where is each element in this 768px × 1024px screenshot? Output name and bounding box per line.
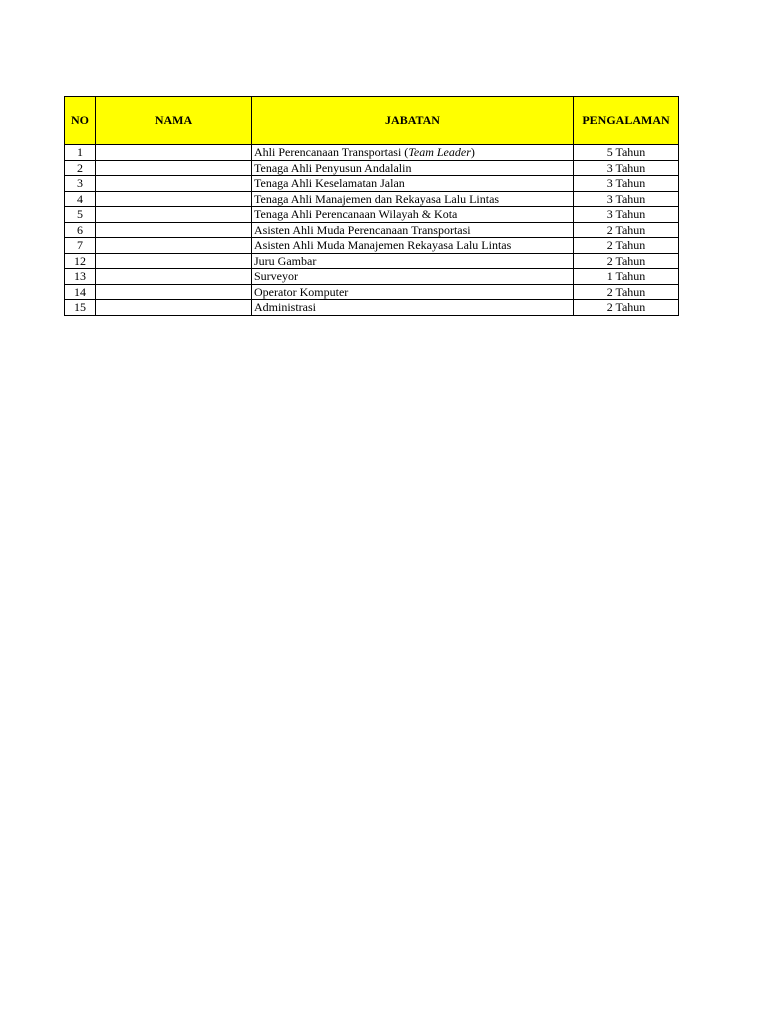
cell-no: 14 [65,284,96,300]
cell-pengalaman: 3 Tahun [574,176,679,192]
table-row [65,176,679,192]
cell-pengalaman: 2 Tahun [574,300,679,316]
cell-no: 7 [65,238,96,254]
cell-pengalaman: 3 Tahun [574,160,679,176]
cell-jabatan: Tenaga Ahli Manajemen dan Rekayasa Lalu Lintas [252,191,574,207]
header-row [65,97,679,145]
cell-no: 12 [65,253,96,269]
cell-pengalaman: 2 Tahun [574,238,679,254]
jabatan-suffix: ) [470,145,475,159]
cell-no: 2 [65,160,96,176]
cell-nama [96,191,252,207]
cell-jabatan: Juru Gambar [252,253,574,269]
cell-pengalaman: 3 Tahun [574,191,679,207]
cell-no: 1 [65,145,96,161]
cell-no: 13 [65,269,96,285]
table-row [65,238,679,254]
cell-jabatan: Tenaga Ahli Keselamatan Jalan [252,176,574,192]
cell-pengalaman: 3 Tahun [574,207,679,223]
cell-jabatan: Operator Komputer [252,284,574,300]
cell-nama [96,145,252,161]
table-body [65,145,679,316]
header-jabatan: JABATAN [252,97,574,145]
table-row [65,160,679,176]
cell-pengalaman: 5 Tahun [574,145,679,161]
header-no: NO [65,97,96,145]
cell-nama [96,222,252,238]
jabatan-text: Ahli Perencanaan Transportasi ( [254,145,409,159]
cell-nama [96,269,252,285]
cell-pengalaman: 1 Tahun [574,269,679,285]
jabatan-italic: Team Leader [408,145,471,159]
cell-nama [96,207,252,223]
cell-nama [96,176,252,192]
table-row [65,207,679,223]
cell-nama [96,300,252,316]
cell-no: 6 [65,222,96,238]
table-row [65,222,679,238]
staff-table [64,96,679,316]
cell-nama [96,160,252,176]
table-row [65,269,679,285]
table-row [65,145,679,161]
table-row [65,253,679,269]
cell-no: 5 [65,207,96,223]
cell-pengalaman: 2 Tahun [574,222,679,238]
cell-pengalaman: 2 Tahun [574,284,679,300]
cell-jabatan: Asisten Ahli Muda Perencanaan Transportasi [252,222,574,238]
cell-jabatan: Tenaga Ahli Perencanaan Wilayah & Kota [252,207,574,223]
cell-nama [96,284,252,300]
cell-nama [96,238,252,254]
cell-jabatan [252,145,574,161]
table-row [65,191,679,207]
cell-jabatan: Tenaga Ahli Penyusun Andalalin [252,160,574,176]
header-nama: NAMA [96,97,252,145]
cell-jabatan: Asisten Ahli Muda Manajemen Rekayasa Lalu Lintas [252,238,574,254]
cell-no: 4 [65,191,96,207]
table-row [65,300,679,316]
cell-pengalaman: 2 Tahun [574,253,679,269]
cell-jabatan: Administrasi [252,300,574,316]
table-row [65,284,679,300]
cell-no: 3 [65,176,96,192]
cell-no: 15 [65,300,96,316]
header-pengalaman: PENGALAMAN [574,97,679,145]
cell-jabatan: Surveyor [252,269,574,285]
cell-nama [96,253,252,269]
